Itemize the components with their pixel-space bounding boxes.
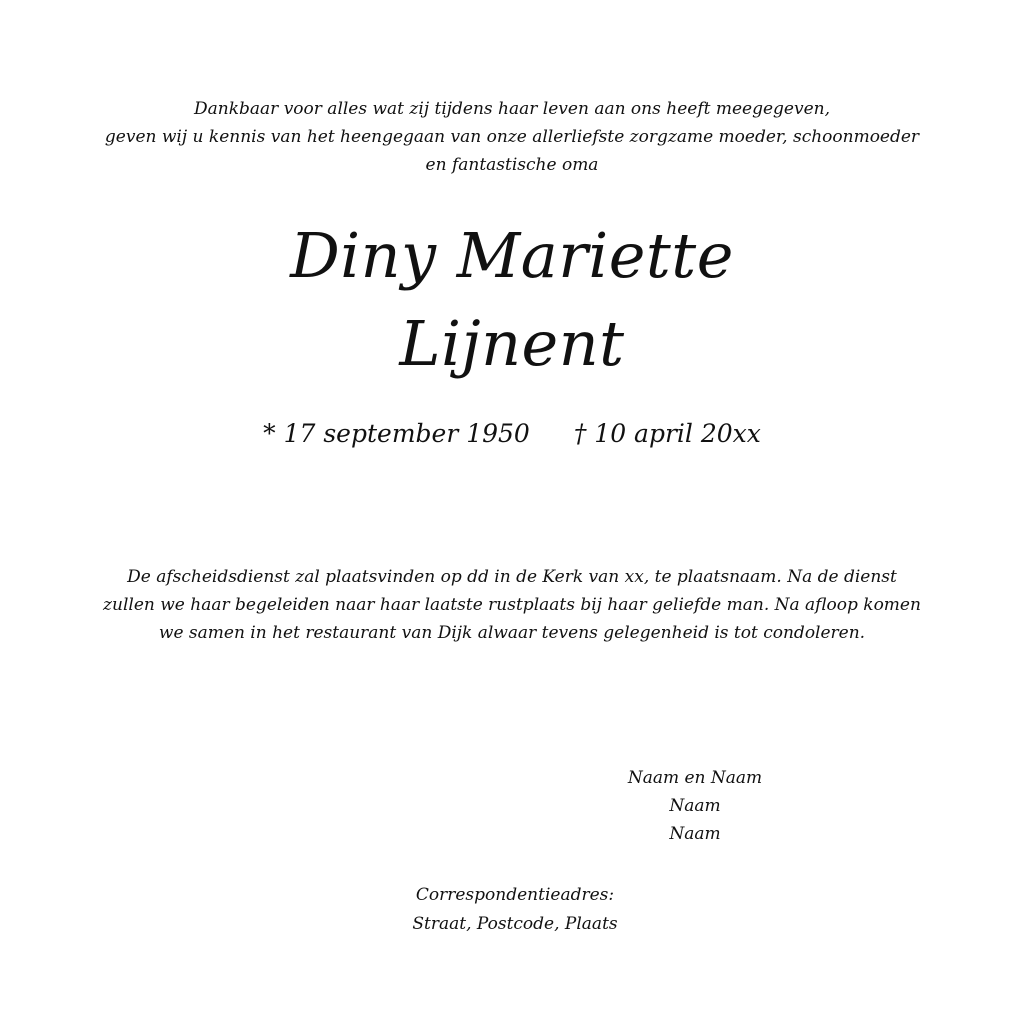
deceased-surname: Lijnent — [399, 307, 625, 380]
correspondence-label: Correspondentieadres: — [415, 885, 615, 905]
correspondence-value: Straat, Postcode, Plaats — [412, 914, 618, 934]
service-line: we samen in het restaurant van Dijk alwaar tevens gelegenheid is tot condoleren. — [158, 623, 866, 643]
deceased-first-names: Diny Mariette — [290, 219, 734, 292]
deceased-name — [0, 212, 1024, 388]
service-line: De afscheidsdienst zal plaatsvinden op dd in de Kerk van xx, te plaatsnaam. Na de dienst — [127, 567, 897, 587]
service-text — [0, 563, 1024, 647]
intro-line: en fantastische oma — [425, 155, 599, 175]
family-name: Naam — [669, 796, 721, 816]
life-dates — [0, 416, 1024, 452]
death-date: † 10 april 20xx — [573, 419, 761, 448]
intro-line: Dankbaar voor alles wat zij tijdens haar leven aan ons heeft meegegeven, — [194, 99, 830, 119]
intro-text — [0, 95, 1024, 179]
family-name: Naam en Naam — [627, 768, 763, 788]
service-line: zullen we haar begeleiden naar haar laatste rustplaats bij haar geliefde man. Na afloop komen — [103, 595, 921, 615]
birth-date: * 17 september 1950 — [263, 419, 530, 448]
family-name: Naam — [669, 824, 721, 844]
intro-line: geven wij u kennis van het heengegaan van onze allerliefste zorgzame moeder, schoonmoeder — [104, 127, 920, 147]
family-signature — [600, 764, 790, 848]
correspondence-address — [390, 881, 640, 939]
